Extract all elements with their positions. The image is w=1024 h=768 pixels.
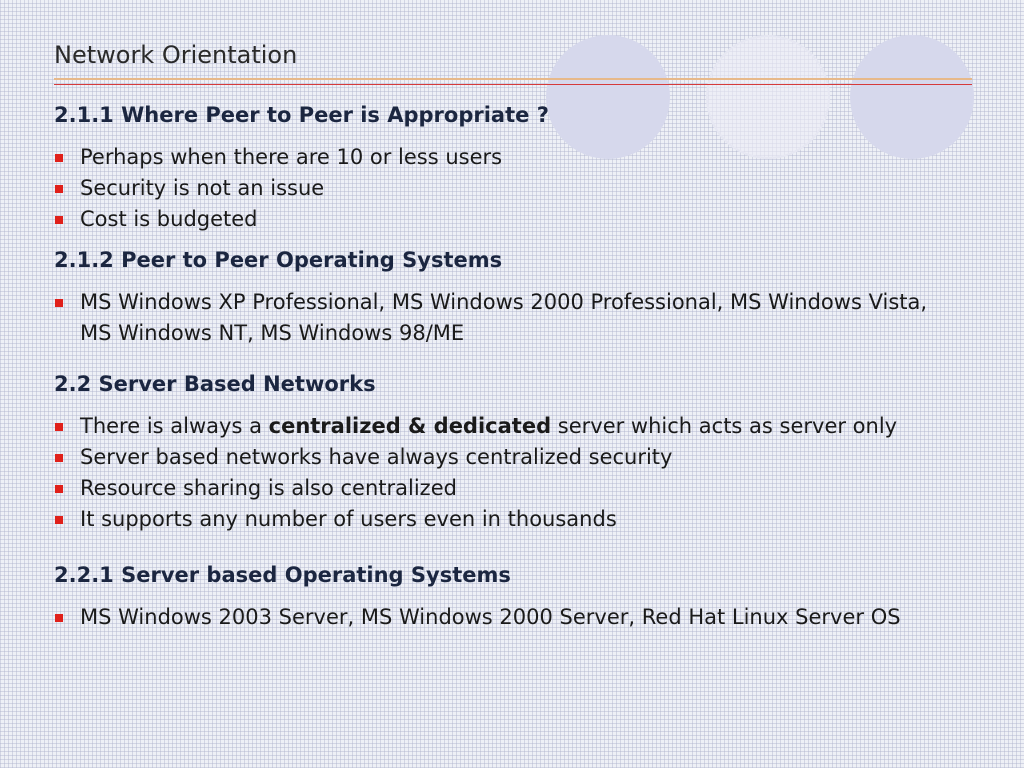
list-item-text: MS Windows 2003 Server, MS Windows 2000 Server, Red Hat Linux Server OS [80,605,901,629]
bullet-icon [55,454,63,462]
list-item-text: It supports any number of users even in thousands [80,507,617,531]
list-item-text: Perhaps when there are 10 or less users [80,145,503,169]
section-server-networks [54,369,1004,535]
bullet-list [54,142,1004,235]
slide-title: Network Orientation [54,41,298,69]
bullet-list [54,411,1004,535]
list-item-text: Security is not an issue [80,176,325,200]
list-item-text: Cost is budgeted [80,207,258,231]
list-item [54,473,1004,504]
title-divider-top [54,78,972,80]
section-heading: 2.2.1 Server based Operating Systems [54,563,511,587]
bullet-icon [55,216,63,224]
section-heading: 2.1.1 Where Peer to Peer is Appropriate ? [54,103,549,127]
bullet-icon [55,154,63,162]
list-item [54,287,960,349]
bullet-icon [55,485,63,493]
section-heading: 2.2 Server Based Networks [54,372,376,396]
list-item [54,504,1004,535]
list-item-text-bold: centralized & dedicated [268,414,552,438]
bullet-icon [55,299,63,307]
bullet-icon [55,185,63,193]
section-peer-appropriate [54,100,1004,235]
section-heading: 2.1.2 Peer to Peer Operating Systems [54,248,503,272]
list-item [54,173,1004,204]
bullet-icon [55,423,63,431]
list-item [54,602,1004,633]
bullet-icon [55,614,63,622]
list-item-text-before: There is always a [80,414,269,438]
list-item-text: MS Windows XP Professional, MS Windows 2000 Professional, MS Windows Vista, MS Windows NT, MS Windows 98/ME [80,290,928,345]
bullet-list [54,287,1004,349]
list-item-text: Resource sharing is also centralized [80,476,457,500]
bullet-icon [55,516,63,524]
list-item [54,142,1004,173]
list-item-text: Server based networks have always centralized security [80,445,673,469]
slide-body [54,100,1004,633]
list-item [54,411,1004,442]
list-item-text-after: server which acts as server only [551,414,898,438]
title-divider-bottom [54,84,972,85]
section-server-os [54,560,1004,633]
list-item [54,204,1004,235]
list-item [54,442,1004,473]
bullet-list [54,602,1004,633]
section-peer-os [54,245,1004,349]
